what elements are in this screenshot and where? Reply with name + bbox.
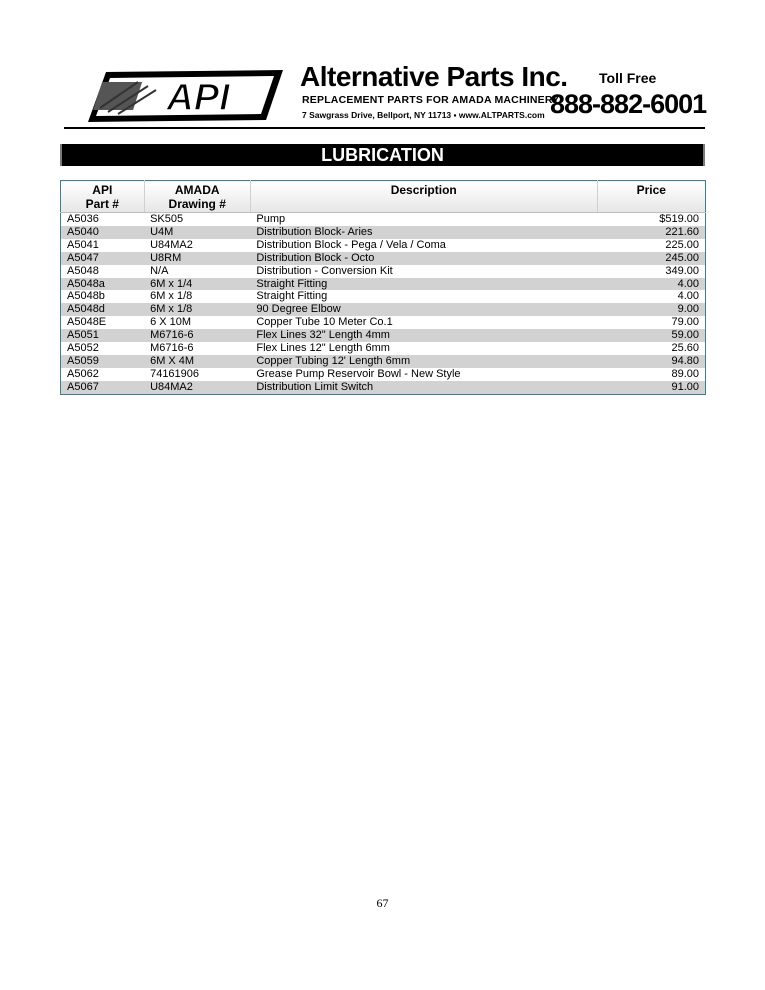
table-row xyxy=(61,252,706,265)
company-tagline: REPLACEMENT PARTS FOR AMADA MACHINERY xyxy=(302,94,560,106)
cell-description: Pump xyxy=(256,213,286,225)
header-divider xyxy=(64,127,705,129)
table-row xyxy=(61,303,706,316)
cell-amada-drawing: M6716-6 xyxy=(144,329,250,342)
cell-amada-drawing: 6M x 1/8 xyxy=(150,290,193,303)
cell-api-part: A5048a xyxy=(61,278,145,291)
cell-api-part: A5048 xyxy=(67,264,99,277)
table-row xyxy=(61,342,706,355)
table-row xyxy=(61,290,706,303)
cell-api-part: A5048E xyxy=(67,316,107,329)
parts-table-body xyxy=(61,213,706,395)
cell-amada-drawing: 6 X 10M xyxy=(150,316,192,329)
cell-price: 25.60 xyxy=(671,342,699,355)
cell-price: 91.00 xyxy=(597,381,705,394)
tollfree-number: 888-882-6001 xyxy=(550,89,707,119)
cell-api-part: A5052 xyxy=(67,342,99,355)
api-logo xyxy=(78,64,288,126)
table-row xyxy=(61,316,706,329)
cell-api-part: A5059 xyxy=(61,355,145,368)
cell-amada-drawing: U4M xyxy=(144,226,250,239)
cell-description: Grease Pump Reservoir Bowl - New Style xyxy=(256,367,461,380)
cell-description: Straight Fitting xyxy=(256,290,328,303)
cell-api-part: A5048d xyxy=(61,303,145,316)
cell-description: Copper Tube 10 Meter Co.1 xyxy=(256,316,393,329)
cell-price: 9.00 xyxy=(597,303,705,316)
cell-api-part: A5041 xyxy=(67,238,99,251)
cell-amada-drawing: 6M x 1/4 xyxy=(144,278,250,291)
cell-description: Distribution Block - Octo xyxy=(250,252,597,265)
cell-description: Distribution Block- Aries xyxy=(250,226,597,239)
cell-amada-drawing: U84MA2 xyxy=(150,238,193,251)
table-row xyxy=(61,381,706,394)
header-api-part xyxy=(61,181,145,213)
header-description: Description xyxy=(250,181,597,213)
cell-price: 221.60 xyxy=(597,226,705,239)
table-row xyxy=(61,368,706,381)
cell-description: Distribution - Conversion Kit xyxy=(256,264,393,277)
header-price: Price xyxy=(597,181,705,213)
table-row xyxy=(61,239,706,252)
parts-table xyxy=(60,180,706,395)
cell-price: 79.00 xyxy=(671,316,699,329)
table-row xyxy=(61,213,706,226)
cell-api-part: A5067 xyxy=(61,381,145,394)
table-row xyxy=(61,278,706,291)
page-number: 67 xyxy=(376,896,389,910)
logo-text: API xyxy=(166,77,230,119)
cell-api-part: A5047 xyxy=(61,252,145,265)
cell-price: 349.00 xyxy=(665,264,699,277)
cell-price: 225.00 xyxy=(665,238,699,251)
table-row xyxy=(61,265,706,278)
cell-api-part: A5040 xyxy=(61,226,145,239)
cell-description: Distribution Block - Pega / Vela / Coma xyxy=(256,238,446,251)
cell-amada-drawing: SK505 xyxy=(150,213,184,225)
table-row xyxy=(61,355,706,368)
cell-price: 89.00 xyxy=(671,367,699,380)
cell-description: Straight Fitting xyxy=(250,278,597,291)
cell-price: 94.80 xyxy=(597,355,705,368)
header-api-line2: Part # xyxy=(85,197,119,211)
cell-amada-drawing: 74161906 xyxy=(150,367,200,380)
cell-api-part: A5062 xyxy=(67,367,99,380)
cell-amada-drawing: 6M x 1/8 xyxy=(144,303,250,316)
cell-price: 245.00 xyxy=(597,252,705,265)
page-header xyxy=(64,58,705,130)
tollfree-label: Toll Free xyxy=(599,70,657,86)
cell-amada-drawing: U84MA2 xyxy=(144,381,250,394)
cell-price: $519.00 xyxy=(659,213,699,225)
cell-amada-drawing: U8RM xyxy=(144,252,250,265)
header-amada-line2: Drawing # xyxy=(168,197,226,211)
header-api-line1: API xyxy=(92,183,113,197)
header-amada-line1: AMADA xyxy=(174,183,220,197)
table-header-row xyxy=(61,181,706,213)
cell-description: Distribution Limit Switch xyxy=(250,381,597,394)
section-title: LUBRICATION xyxy=(60,144,705,166)
company-name: Alternative Parts Inc. xyxy=(300,61,568,92)
header-amada-drawing xyxy=(144,181,250,213)
cell-api-part: A5051 xyxy=(61,329,145,342)
cell-price: 4.00 xyxy=(597,278,705,291)
cell-amada-drawing: M6716-6 xyxy=(150,342,194,355)
cell-api-part: A5048b xyxy=(67,290,105,303)
cell-description: Flex Lines 32" Length 4mm xyxy=(250,329,597,342)
cell-description: Copper Tubing 12' Length 6mm xyxy=(250,355,597,368)
cell-price: 59.00 xyxy=(597,329,705,342)
table-row xyxy=(61,226,706,239)
cell-description: 90 Degree Elbow xyxy=(250,303,597,316)
cell-api-part: A5036 xyxy=(67,213,99,225)
table-row xyxy=(61,329,706,342)
cell-amada-drawing: N/A xyxy=(150,264,169,277)
company-address: 7 Sawgrass Drive, Bellport, NY 11713 ▪ www.ALTPARTS.com xyxy=(302,110,545,120)
cell-price: 4.00 xyxy=(677,290,699,303)
cell-amada-drawing: 6M X 4M xyxy=(144,355,250,368)
cell-description: Flex Lines 12" Length 6mm xyxy=(256,342,390,355)
